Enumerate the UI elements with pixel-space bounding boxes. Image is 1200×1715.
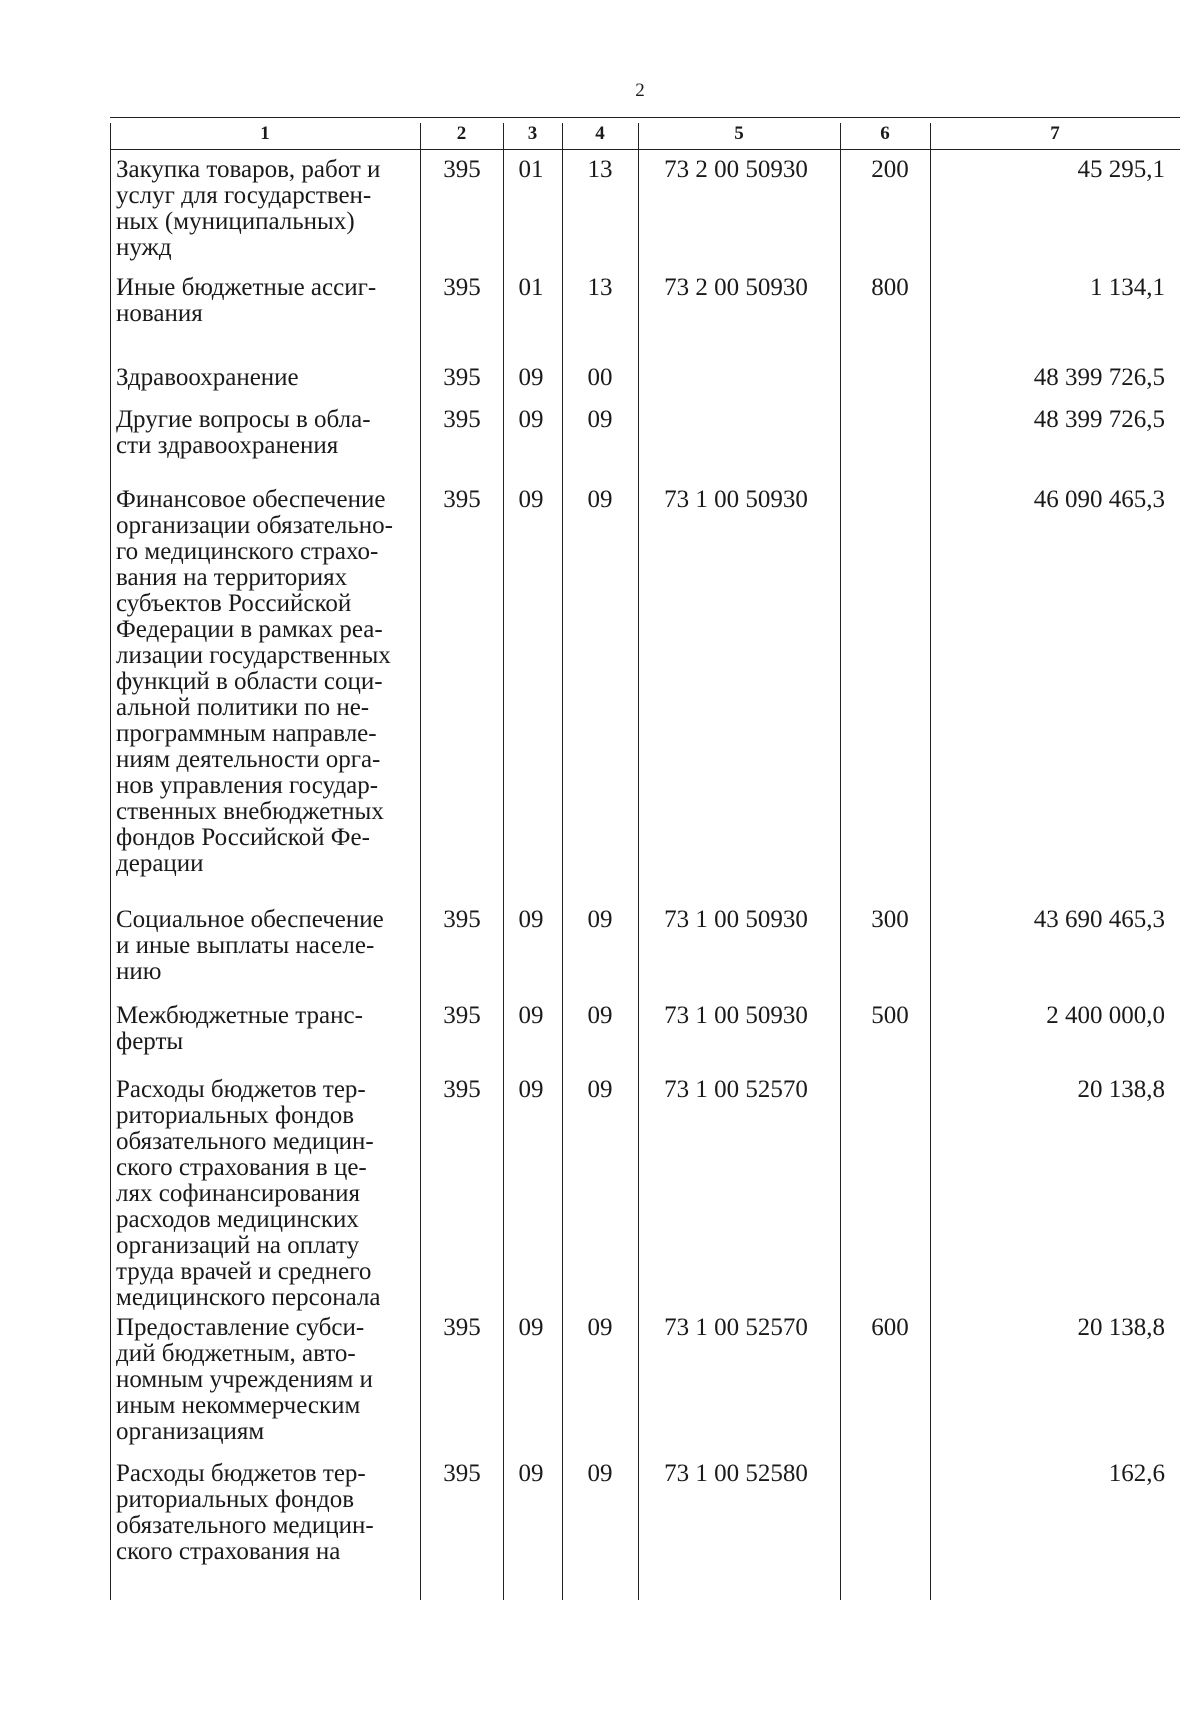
target-article-cell: 73 2 00 50930 (664, 156, 808, 183)
row-name (116, 1461, 416, 1565)
amount-cell: 43 690 465,3 (1033, 906, 1165, 933)
row-name (116, 487, 416, 877)
row-name-line: и иные выплаты населе- (116, 932, 375, 959)
amount-cell: 162,6 (1108, 1460, 1165, 1487)
row-name-line: ферты (116, 1028, 184, 1055)
target-article-cell: 73 1 00 52570 (664, 1076, 808, 1103)
row-name (116, 275, 416, 327)
column-divider (110, 123, 111, 1600)
section-cell: 09 (518, 1460, 544, 1487)
row-name (116, 365, 416, 391)
section-cell: 01 (518, 156, 544, 183)
subsection-cell: 09 (587, 1460, 613, 1487)
expense-type-cell: 300 (871, 906, 909, 933)
admin-code-cell: 395 (443, 1314, 481, 1341)
amount-cell: 2 400 000,0 (1046, 1002, 1165, 1029)
section-cell: 09 (518, 1076, 544, 1103)
row-name-line: услуг для государствен- (116, 182, 372, 209)
section-cell: 09 (518, 906, 544, 933)
row-name-line: организациям (116, 1418, 265, 1445)
table-top-rule (110, 117, 1180, 118)
row-name-line: риториальных фондов (116, 1486, 355, 1513)
amount-cell: 46 090 465,3 (1033, 486, 1165, 513)
column-header-1: 1 (260, 123, 270, 144)
row-name-line: ниям деятельности орга- (116, 746, 381, 773)
row-name-line: дерации (116, 850, 204, 877)
column-header-3: 3 (527, 123, 538, 144)
row-name-line: Закупка товаров, работ и (116, 156, 381, 183)
column-header-7: 7 (1050, 123, 1060, 144)
row-name (116, 1003, 416, 1055)
target-article-cell: 73 1 00 52580 (664, 1460, 808, 1487)
row-name-line: труда врачей и среднего (116, 1258, 372, 1285)
row-name-line: Другие вопросы в обла- (116, 406, 371, 433)
subsection-cell: 09 (587, 1076, 613, 1103)
row-name-line: обязательного медицин- (116, 1512, 374, 1539)
row-name-line: Федерации в рамках реа- (116, 616, 383, 643)
target-article-cell: 73 1 00 52570 (664, 1314, 808, 1341)
section-cell: 09 (518, 1314, 544, 1341)
row-name-line: ского страхования в це- (116, 1154, 367, 1181)
subsection-cell: 13 (587, 156, 613, 183)
target-article-cell: 73 1 00 50930 (664, 486, 808, 513)
admin-code-cell: 395 (443, 906, 481, 933)
column-divider (503, 123, 504, 1600)
amount-cell: 1 134,1 (1090, 274, 1165, 301)
admin-code-cell: 395 (443, 274, 481, 301)
row-name-line: риториальных фондов (116, 1102, 355, 1129)
amount-cell: 20 138,8 (1077, 1076, 1165, 1103)
admin-code-cell: 395 (443, 1002, 481, 1029)
column-header-4: 4 (595, 123, 605, 144)
row-name-line: нужд (116, 234, 172, 261)
admin-code-cell: 395 (443, 364, 481, 391)
row-name-line: нования (116, 300, 203, 327)
row-name-line: расходов медицинских (116, 1206, 359, 1233)
row-name-line: программным направле- (116, 720, 377, 747)
row-name-line: лях софинансирования (116, 1180, 361, 1207)
column-divider (562, 123, 563, 1600)
row-name-line: Расходы бюджетов тер- (116, 1460, 366, 1487)
expense-type-cell: 800 (871, 274, 909, 301)
subsection-cell: 09 (587, 906, 613, 933)
row-name-line: иным некоммерческим (116, 1392, 361, 1419)
target-article-cell: 73 1 00 50930 (664, 906, 808, 933)
column-header-6: 6 (880, 123, 890, 144)
subsection-cell: 09 (587, 486, 613, 513)
row-name-line: Социальное обеспечение (116, 906, 384, 933)
subsection-cell: 00 (587, 364, 613, 391)
row-name-line: ственных внебюджетных (116, 798, 384, 825)
admin-code-cell: 395 (443, 486, 481, 513)
row-name-line: организаций на оплату (116, 1232, 360, 1259)
amount-cell: 20 138,8 (1077, 1314, 1165, 1341)
row-name-line: Иные бюджетные ассиг- (116, 274, 377, 301)
row-name-line: лизации государственных (116, 642, 391, 669)
row-name (116, 1315, 416, 1445)
row-name-line: нов управления государ- (116, 772, 379, 799)
section-cell: 01 (518, 274, 544, 301)
column-divider (840, 123, 841, 1600)
row-name-line: го медицинского страхо- (116, 538, 379, 565)
row-name-line: Предоставление субси- (116, 1314, 365, 1341)
subsection-cell: 09 (587, 1002, 613, 1029)
subsection-cell: 09 (587, 406, 613, 433)
budget-table (110, 115, 1180, 1600)
row-name (116, 157, 416, 261)
row-name-line: Расходы бюджетов тер- (116, 1076, 366, 1103)
row-name-line: ского страхования на (116, 1538, 341, 1565)
row-name-line: ных (муниципальных) (116, 208, 355, 235)
amount-cell: 45 295,1 (1077, 156, 1165, 183)
row-name-line: медицинского персонала (116, 1284, 381, 1311)
target-article-cell: 73 2 00 50930 (664, 274, 808, 301)
row-name-line: организации обязательно- (116, 512, 393, 539)
row-name-line: фондов Российской Фе- (116, 824, 370, 851)
column-header-5: 5 (734, 123, 744, 144)
amount-cell: 48 399 726,5 (1033, 406, 1165, 433)
row-name-line: дий бюджетным, авто- (116, 1340, 356, 1367)
column-divider (930, 123, 931, 1600)
subsection-cell: 09 (587, 1314, 613, 1341)
row-name-line: Здравоохранение (116, 364, 299, 391)
target-article-cell: 73 1 00 50930 (664, 1002, 808, 1029)
row-name-line: функций в области соци- (116, 668, 383, 695)
row-name-line: нию (116, 958, 162, 985)
header-bottom-rule (110, 149, 1180, 150)
column-header-2: 2 (456, 123, 467, 144)
row-name-line: сти здравоохранения (116, 432, 339, 459)
row-name-line: Финансовое обеспечение (116, 486, 386, 513)
column-divider (420, 123, 421, 1600)
admin-code-cell: 395 (443, 406, 481, 433)
row-name-line: субъектов Российской (116, 590, 352, 617)
row-name-line: Межбюджетные транс- (116, 1002, 363, 1029)
section-cell: 09 (518, 364, 544, 391)
row-name (116, 907, 416, 985)
row-name-line: обязательного медицин- (116, 1128, 374, 1155)
row-name-line: альной политики по не- (116, 694, 370, 721)
row-name (116, 407, 416, 459)
row-name (116, 1077, 416, 1311)
subsection-cell: 13 (587, 274, 613, 301)
admin-code-cell: 395 (443, 156, 481, 183)
section-cell: 09 (518, 1002, 544, 1029)
row-name-line: номным учреждениям и (116, 1366, 373, 1393)
section-cell: 09 (518, 406, 544, 433)
expense-type-cell: 600 (871, 1314, 909, 1341)
section-cell: 09 (518, 486, 544, 513)
admin-code-cell: 395 (443, 1460, 481, 1487)
amount-cell: 48 399 726,5 (1033, 364, 1165, 391)
column-divider (638, 123, 639, 1600)
expense-type-cell: 500 (871, 1002, 909, 1029)
expense-type-cell: 200 (871, 156, 909, 183)
row-name-line: вания на территориях (116, 564, 348, 591)
page-number: 2 (635, 80, 645, 101)
admin-code-cell: 395 (443, 1076, 481, 1103)
